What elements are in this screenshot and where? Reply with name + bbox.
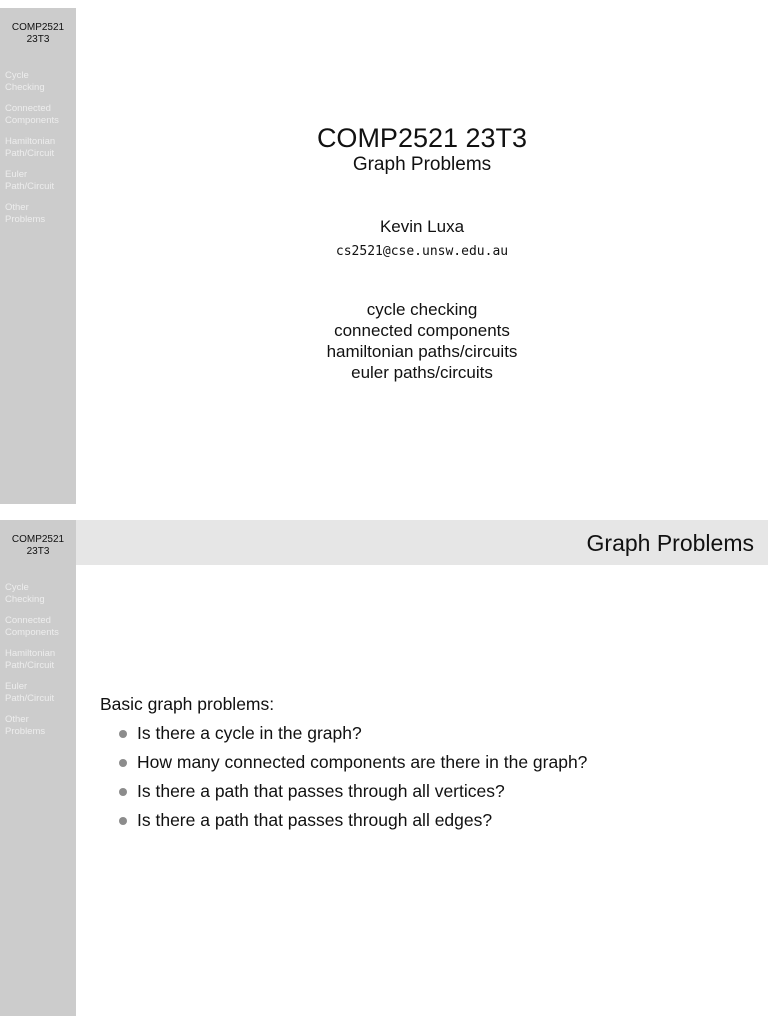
sidebar	[0, 520, 76, 1016]
topic-item: euler paths/circuits	[351, 363, 493, 382]
sidebar-item-hamiltonian[interactable]: Hamiltonian Path/Circuit	[5, 136, 56, 159]
sidebar-nav	[0, 70, 76, 225]
sidebar-item-connected-components[interactable]: Connected Components	[5, 615, 59, 638]
topic-item: connected components	[334, 321, 510, 340]
sidebar-course-code: COMP2521	[11, 534, 65, 545]
topic-item: hamiltonian paths/circuits	[326, 342, 518, 361]
content-slide	[0, 520, 768, 1016]
presentation-subtitle: Graph Problems	[352, 154, 492, 175]
list-item: Is there a path that passes through all edges?	[118, 806, 587, 835]
list-item: Is there a path that passes through all vertices?	[118, 777, 587, 806]
frame-title-bar	[76, 520, 768, 565]
bullet-icon	[119, 759, 127, 767]
sidebar-item-connected-components[interactable]: Connected Components	[5, 103, 59, 126]
bullet-icon	[119, 730, 127, 738]
sidebar-item-other-problems[interactable]: Other Problems	[5, 202, 46, 225]
topic-list	[76, 299, 768, 383]
sidebar-course-term: 23T3	[26, 546, 50, 557]
sidebar-item-hamiltonian[interactable]: Hamiltonian Path/Circuit	[5, 648, 56, 671]
list-item: Is there a cycle in the graph?	[118, 719, 587, 748]
author-name: Kevin Luxa	[379, 217, 465, 236]
frame-title: Graph Problems	[586, 530, 754, 556]
sidebar-item-cycle-checking[interactable]: Cycle Checking	[5, 582, 45, 605]
sidebar-course-header[interactable]	[0, 8, 76, 46]
bullet-icon	[119, 817, 127, 825]
bullet-icon	[119, 788, 127, 796]
sidebar-nav	[0, 582, 76, 737]
sidebar-item-euler[interactable]: Euler Path/Circuit	[5, 681, 55, 704]
sidebar	[0, 8, 76, 504]
sidebar-item-other-problems[interactable]: Other Problems	[5, 714, 46, 737]
sidebar-item-euler[interactable]: Euler Path/Circuit	[5, 169, 55, 192]
sidebar-course-code: COMP2521	[11, 22, 65, 33]
bullet-list	[100, 719, 587, 835]
slide-body	[100, 690, 587, 835]
sidebar-item-cycle-checking[interactable]: Cycle Checking	[5, 70, 45, 93]
title-slide-content	[76, 8, 768, 504]
topic-item: cycle checking	[366, 300, 478, 319]
list-item: How many connected components are there in the graph?	[118, 748, 587, 777]
presentation-title: COMP2521 23T3	[316, 123, 528, 153]
title-slide	[0, 8, 768, 504]
sidebar-course-term: 23T3	[26, 34, 50, 45]
body-intro: Basic graph problems:	[100, 694, 275, 714]
author-email: cs2521@cse.unsw.edu.au	[335, 244, 509, 259]
sidebar-course-header[interactable]	[0, 520, 76, 558]
